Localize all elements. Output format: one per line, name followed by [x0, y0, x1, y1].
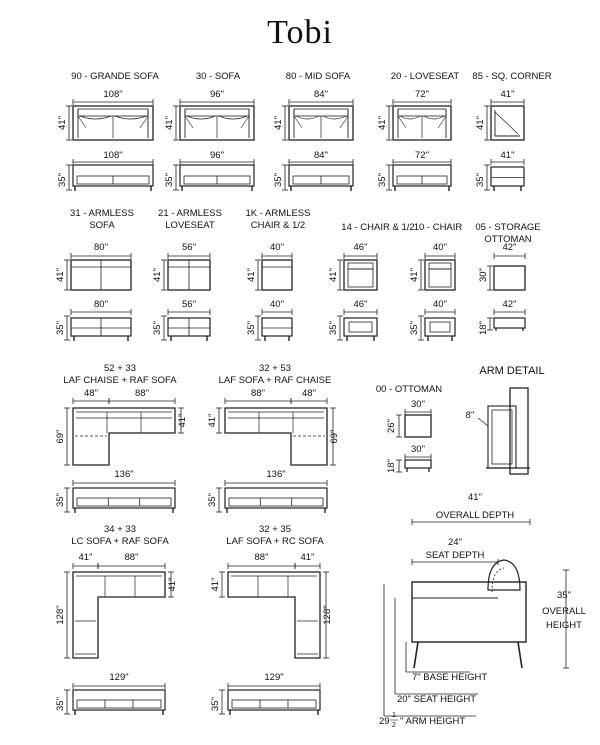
- item-label: LC SOFA + RAF SOFA: [71, 536, 169, 547]
- depth-dim: 41": [57, 116, 68, 130]
- width-dim-front: 96": [210, 150, 224, 161]
- row2-item-3: [246, 208, 311, 341]
- height-dim: 35": [207, 493, 218, 507]
- arm-height-whole: 29: [379, 716, 390, 727]
- height-dim: 35": [273, 173, 284, 187]
- item-label: LAF CHAISE + RAF SOFA: [63, 375, 177, 386]
- arm-detail-title: ARM DETAIL: [479, 365, 545, 377]
- row2-item-5: [409, 222, 462, 341]
- width-dim-front: 40": [433, 299, 447, 310]
- width-dim-plan: 84": [314, 89, 328, 100]
- width-dim-front: 41": [500, 150, 515, 161]
- overall-depth-value: 41": [468, 492, 482, 503]
- height-dim: 35": [57, 173, 68, 187]
- depth-dim-2: 128": [322, 605, 333, 625]
- depth-dim-2: 41": [177, 413, 188, 428]
- overall-height-label: OVERALL: [542, 606, 586, 617]
- depth-dim-1: 69": [55, 429, 66, 444]
- item-label: 14 - CHAIR & 1/2: [341, 222, 415, 233]
- item-label: CHAIR & 1/2: [250, 220, 306, 231]
- width-dim-1: 88": [254, 552, 269, 563]
- depth-dim-1: 41": [210, 577, 221, 592]
- ottoman-detail: [376, 384, 442, 473]
- sectional-corner-2: [210, 524, 333, 715]
- width-dim-front: 46": [353, 299, 368, 310]
- depth-dim: 41": [55, 268, 66, 282]
- item-label: LAF SOFA + RAF CHAISE: [218, 375, 332, 386]
- overall-depth-label: OVERALL DEPTH: [435, 510, 515, 521]
- width-dim-2: 88": [135, 388, 149, 399]
- item-label: OTTOMAN: [484, 234, 532, 245]
- width-dim-plan: 72": [415, 89, 429, 100]
- row1-item-1: [57, 71, 159, 191]
- row1-item-5: [472, 71, 551, 191]
- arm-height-fraction-num: 1: [392, 712, 396, 719]
- height-dim: 35": [377, 173, 388, 187]
- total-width-dim: 136": [114, 469, 134, 480]
- item-label: 90 - GRANDE SOFA: [71, 71, 159, 82]
- overall-height-value: 35": [557, 590, 571, 601]
- row1-item-2: [164, 71, 254, 191]
- item-label: 80 - MID SOFA: [285, 71, 351, 82]
- arm-height-label: " ARM HEIGHT: [400, 716, 466, 727]
- seat-depth-label: SEAT DEPTH: [425, 550, 485, 561]
- base-height-label: 7" BASE HEIGHT: [412, 672, 488, 683]
- height-dim: 35": [55, 493, 66, 507]
- item-label: 1K - ARMLESS: [245, 208, 311, 219]
- height-dim: 35": [164, 173, 175, 187]
- item-label: 05 - STORAGE: [475, 222, 541, 233]
- width-dim-plan: 108": [103, 89, 123, 100]
- row1-item-3: [273, 71, 353, 191]
- height-dim: 35": [328, 321, 339, 335]
- width-dim-2: 41": [300, 552, 315, 563]
- width-dim-plan: 40": [433, 242, 447, 253]
- width-dim-front: 72": [415, 150, 429, 161]
- row2-item-2: [152, 208, 222, 341]
- width-dim-plan: 80": [94, 242, 108, 253]
- seat-height-label: 20" SEAT HEIGHT: [397, 694, 477, 705]
- row2-item-4: [328, 222, 415, 341]
- row2-item-1: [55, 208, 134, 341]
- item-label: SOFA: [89, 220, 115, 231]
- overall-height-label: HEIGHT: [546, 620, 582, 631]
- item-label: LOVESEAT: [165, 220, 215, 231]
- height-dim: 35": [55, 697, 66, 711]
- width-dim-front: 108": [103, 150, 123, 161]
- item-label: LAF SOFA + RC SOFA: [226, 536, 324, 547]
- total-width-dim: 136": [266, 469, 286, 480]
- width-dim-front: 40": [270, 299, 284, 310]
- width-dim-plan: 56": [182, 242, 196, 253]
- depth-dim: 41": [475, 116, 486, 130]
- sectional-corner-1: [55, 524, 178, 715]
- arm-width-dim: 8": [465, 410, 475, 421]
- depth-dim-1: 41": [207, 413, 218, 428]
- depth-dim: 26": [386, 419, 397, 433]
- sectional-chaise-1: [55, 363, 188, 513]
- depth-dim: 41": [273, 116, 284, 130]
- total-width-dim: 129": [109, 672, 129, 683]
- item-label: 00 - OTTOMAN: [375, 384, 443, 395]
- height-dim: 35": [152, 321, 163, 335]
- width-dim-plan: 46": [353, 242, 368, 253]
- sectional-chaise-2: [207, 363, 340, 513]
- height-dim: 18": [478, 321, 489, 335]
- row2-item-6: [475, 222, 540, 335]
- item-label: 10 - CHAIR: [413, 222, 463, 233]
- item-label: 34 + 33: [104, 524, 136, 535]
- width-dim-1: 48": [84, 388, 98, 399]
- width-dim-front: 42": [502, 299, 517, 310]
- width-dim-2: 48": [302, 388, 316, 399]
- depth-dim: 41": [164, 116, 175, 130]
- item-label: 20 - LOVESEAT: [390, 71, 460, 82]
- total-width-dim: 129": [264, 672, 284, 683]
- side-profile: [379, 492, 586, 729]
- item-label: 52 + 33: [104, 363, 136, 374]
- item-label: 32 + 35: [259, 524, 291, 535]
- item-label: 85 - SQ. CORNER: [472, 71, 552, 82]
- width-dim-plan: 42": [502, 242, 517, 253]
- height-dim: 35": [55, 321, 66, 335]
- depth-dim: 41": [409, 268, 420, 282]
- depth-dim-1: 128": [55, 605, 66, 625]
- width-dim-2: 88": [124, 552, 139, 563]
- item-label: 31 - ARMLESS: [70, 208, 134, 219]
- depth-dim-2: 41": [167, 577, 178, 592]
- width-dim-plan: 41": [500, 89, 515, 100]
- item-label: 32 + 53: [259, 363, 291, 374]
- depth-dim: 41": [246, 268, 257, 282]
- item-label: 21 - ARMLESS: [158, 208, 222, 219]
- height-dim: 35": [246, 321, 257, 335]
- page-title: Tobi: [267, 14, 333, 51]
- depth-dim: 41": [328, 268, 339, 282]
- item-label: 30 - SOFA: [195, 71, 241, 82]
- depth-dim: 30": [478, 268, 489, 282]
- width-dim-front: 30": [411, 444, 425, 455]
- depth-dim: 41": [377, 116, 388, 130]
- width-dim-plan: 40": [270, 242, 284, 253]
- height-dim: 18": [386, 459, 397, 473]
- width-dim-plan: 96": [210, 89, 224, 100]
- width-dim-plan: 30": [411, 399, 425, 410]
- seat-depth-value: 24": [448, 537, 462, 548]
- width-dim-front: 56": [182, 299, 196, 310]
- row1-item-4: [377, 71, 459, 191]
- arm-height-fraction-den: 2: [392, 722, 396, 729]
- width-dim-front: 84": [314, 150, 328, 161]
- arm-detail: [466, 365, 545, 474]
- height-dim: 35": [210, 697, 221, 711]
- height-dim: 35": [409, 321, 420, 335]
- width-dim-1: 88": [251, 388, 265, 399]
- width-dim-1: 41": [78, 552, 93, 563]
- height-dim: 35": [475, 173, 486, 187]
- depth-dim: 41": [152, 268, 163, 282]
- depth-dim-2: 69": [329, 429, 340, 444]
- width-dim-front: 80": [94, 299, 108, 310]
